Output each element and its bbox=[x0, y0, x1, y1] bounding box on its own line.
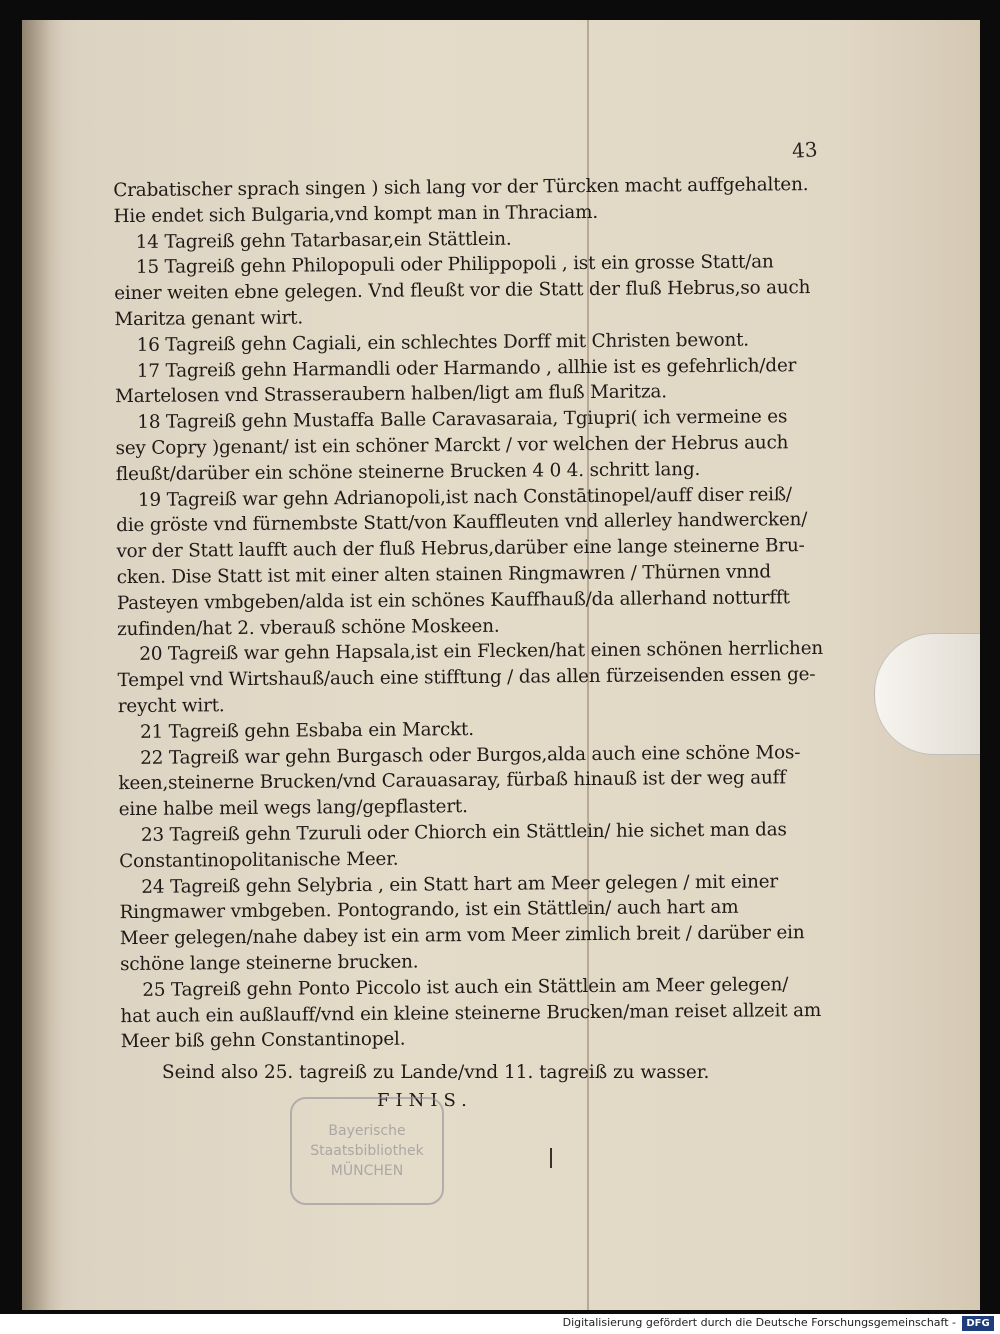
text-line: die gröste vnd fürnembste Statt/von Kauffleuten vnd allerley handwercken/ bbox=[116, 509, 808, 537]
text-line: sey Copry )genant/ ist ein schöner Marckt / vor welchen der Hebrus auch bbox=[115, 432, 789, 460]
text-line: vor der Statt laufft auch der fluß Hebrus,darüber eine lange steinerne Bru- bbox=[116, 535, 805, 563]
stamp-line: Staatsbibliothek bbox=[310, 1143, 424, 1159]
text-line: 18 Tagreiß gehn Mustaffa Balle Caravasaraia, Tgiupri( ich vermeine es bbox=[137, 406, 788, 434]
footer-credit: Digitalisierung gefördert durch die Deutsche Forschungsgemeinschaft - bbox=[562, 1316, 956, 1329]
dfg-logo: DFG bbox=[962, 1316, 994, 1331]
text-line: Hie endet sich Bulgaria,vnd kompt man in Thraciam. bbox=[113, 201, 599, 227]
text-line: 24 Tagreiß gehn Selybria , ein Statt hart am Meer gelegen / mit einer bbox=[141, 870, 779, 898]
text-line: Maritza genant wirt. bbox=[114, 307, 304, 331]
text-line: Ringmawer vmbgeben. Pontogrando, ist ein Stättlein/ auch hart am bbox=[119, 896, 739, 924]
text-line: 23 Tagreiß gehn Tzuruli oder Chiorch ein Stättlein/ hie sichet man das bbox=[140, 819, 787, 846]
text-line: eine halbe meil wegs lang/gepflastert. bbox=[118, 796, 468, 821]
text-line: Meer biß gehn Constantinopel. bbox=[120, 1028, 406, 1053]
page-gutter-shadow bbox=[22, 20, 62, 1310]
text-line: fleußt/darüber ein schöne steinerne Brucken 4 0 4. schritt lang. bbox=[115, 458, 701, 485]
text-line: Pasteyen vmbgeben/alda ist ein schönes Kauffhauß/da allerhand notturfft bbox=[116, 586, 790, 614]
text-line: reycht wirt. bbox=[117, 695, 225, 718]
closing-line: Seind also 25. tagreiß zu Lande/vnd 11. tagreiß zu wasser. bbox=[162, 1062, 710, 1083]
text-line: zufinden/hat 2. vberauß schöne Moskeen. bbox=[117, 615, 500, 640]
ink-mark bbox=[550, 1148, 552, 1168]
text-line: 19 Tagreiß war gehn Adrianopoli,ist nach Constātinopel/auff diser reiß/ bbox=[137, 483, 792, 511]
text-line: Tempel vnd Wirtshauß/auch eine stifftung / das allen fürzeisenden essen ge- bbox=[117, 664, 816, 692]
text-line: cken. Dise Statt ist mit einer alten stainen Ringmawren / Thürnen vnnd bbox=[116, 561, 772, 589]
footer-bar bbox=[0, 1314, 1000, 1334]
text-line: Meer gelegen/nahe dabey ist ein arm vom Meer zimlich breit / darüber ein bbox=[119, 922, 805, 950]
stamp-line: MÜNCHEN bbox=[330, 1163, 404, 1179]
finis-label: FINIS. bbox=[377, 1090, 473, 1111]
library-stamp bbox=[290, 1097, 444, 1205]
text-line: 17 Tagreiß gehn Harmandli oder Harmando , allhie ist es gefehrlich/der bbox=[136, 354, 797, 382]
text-line: 14 Tagreiß gehn Tatarbasar,ein Stättlein. bbox=[135, 228, 512, 253]
page-number: 43 bbox=[791, 137, 819, 163]
text-line: 20 Tagreiß war gehn Hapsala,ist ein Flecken/hat einen schönen herrlichen bbox=[139, 638, 824, 666]
text-line: 16 Tagreiß gehn Cagiali, ein schlechtes Dorff mit Christen bewont. bbox=[136, 329, 749, 356]
text-line: 22 Tagreiß war gehn Burgasch oder Burgos,alda auch eine schöne Mos- bbox=[140, 741, 801, 769]
text-line: 21 Tagreiß gehn Esbaba ein Marckt. bbox=[139, 718, 474, 743]
text-line: Crabatischer sprach singen ) sich lang vor der Türcken macht auffgehalten. bbox=[113, 174, 809, 202]
text-line: 25 Tagreiß gehn Ponto Piccolo ist auch ein Stättlein am Meer gelegen/ bbox=[142, 973, 789, 1001]
text-line: 15 Tagreiß gehn Philopopuli oder Philippopoli , ist ein grosse Statt/an bbox=[135, 251, 774, 279]
text-line: Martelosen vnd Strasseraubern halben/ligt am fluß Maritza. bbox=[115, 381, 667, 408]
text-line: hat auch ein außlauff/vnd ein kleine steinerne Brucken/man reiset allzeit am bbox=[120, 999, 822, 1027]
scanned-page bbox=[22, 20, 980, 1310]
text-line: einer weiten ebne gelegen. Vnd fleußt vor die Statt der fluß Hebrus,so auch bbox=[114, 277, 811, 305]
text-line: schöne lange steinerne brucken. bbox=[119, 951, 419, 975]
text-line: Constantinopolitanische Meer. bbox=[119, 848, 399, 872]
page-body-text bbox=[113, 172, 831, 1055]
page-clip bbox=[874, 633, 980, 755]
text-line: keen,steinerne Brucken/vnd Carauasaray, fürbaß hinauß ist der weg auff bbox=[118, 767, 786, 795]
stamp-line: Bayerische bbox=[328, 1123, 406, 1139]
